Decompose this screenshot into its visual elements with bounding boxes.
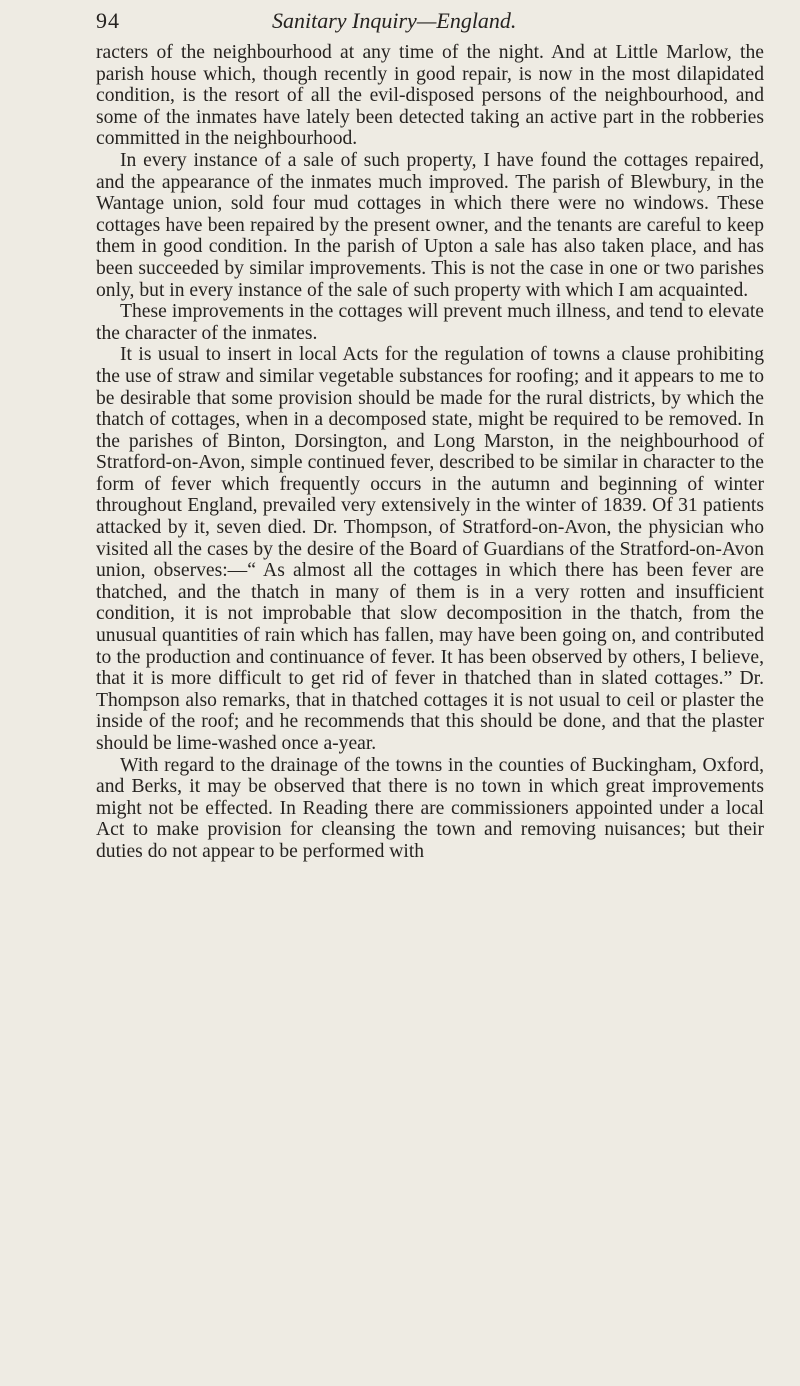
body-text [96,42,764,863]
paragraph-continued: racters of the neighbourhood at any time of the night. And at Little Marlow, the parish house which, though recently in good repair, is now in the most dilapidated condition, is the resort of all the evil-disposed persons of the neighbourhood, and some of the inmates have lately been detected taking an active part in the robberies committed in the neighbourhood. [96,42,764,150]
paragraph-property-sales: In every instance of a sale of such property, I have found the cottages repaired, and the appearance of the inmates much improved. The parish of Blewbury, in the Wantage union, sold four mud cottages in which there were no windows. These cottages have been repaired by the present owner, and the tenants are careful to keep them in good condition. In the parish of Upton a sale has also taken place, and has been succeeded by similar improvements. This is not the case in one or two parishes only, but in every instance of the sale of such property with which I am acquainted. [96,149,764,301]
paragraph-improvements: These improvements in the cottages will prevent much illness, and tend to elevate the character of the inmates. [96,301,764,344]
paragraph-thatch: It is usual to insert in local Acts for the regulation of towns a clause prohibiting the use of straw and similar vegetable substances for roofing; and it appears to me to be desirable that some provision should be made for the rural districts, by which the thatch of cottages, when in a decomposed state, might be required to be removed. In the parishes of Binton, Dorsington, and Long Marston, in the neighbourhood of Stratford-on-Avon, simple continued fever, described to be similar in character to the form of fever which frequently occurs in the autumn and beginning of winter throughout England, prevailed very extensively in the winter of 1839. Of 31 patients attacked by it, seven died. Dr. Thompson, of Stratford-on-Avon, the physician who visited all the cases by the desire of the Board of Guardians of the Stratford-on-Avon union, observes:—“ As almost all the cottages in which there has been fever are thatched, and the thatch in many of them is in a very rotten and insufficient condition, it is not improbable that slow decomposition in the thatch, from the unusual quantities of rain which has fallen, may have been going on, and contributed to the production and continuance of fever. It has been observed by others, I believe, that it is more difficult to get rid of fever in thatched than in slated cottages.” Dr. Thompson also remarks, that in thatched cottages it is not usual to ceil or plaster the inside of the roof; and he recommends that this should be done, and that the plaster should be lime-washed once a-year. [96,344,764,754]
paragraph-drainage: With regard to the drainage of the towns in the counties of Buckingham, Oxford, and Berks, it may be observed that there is no town in which great improvements might not be effected. In Reading there are commissioners appointed under a local Act to make provision for cleansing the town and removing nuisances; but their duties do not appear to be performed with [96,754,764,862]
running-head [96,6,776,40]
running-title: Sanitary Inquiry—England. [272,8,517,33]
page-number: 94 [96,8,120,33]
